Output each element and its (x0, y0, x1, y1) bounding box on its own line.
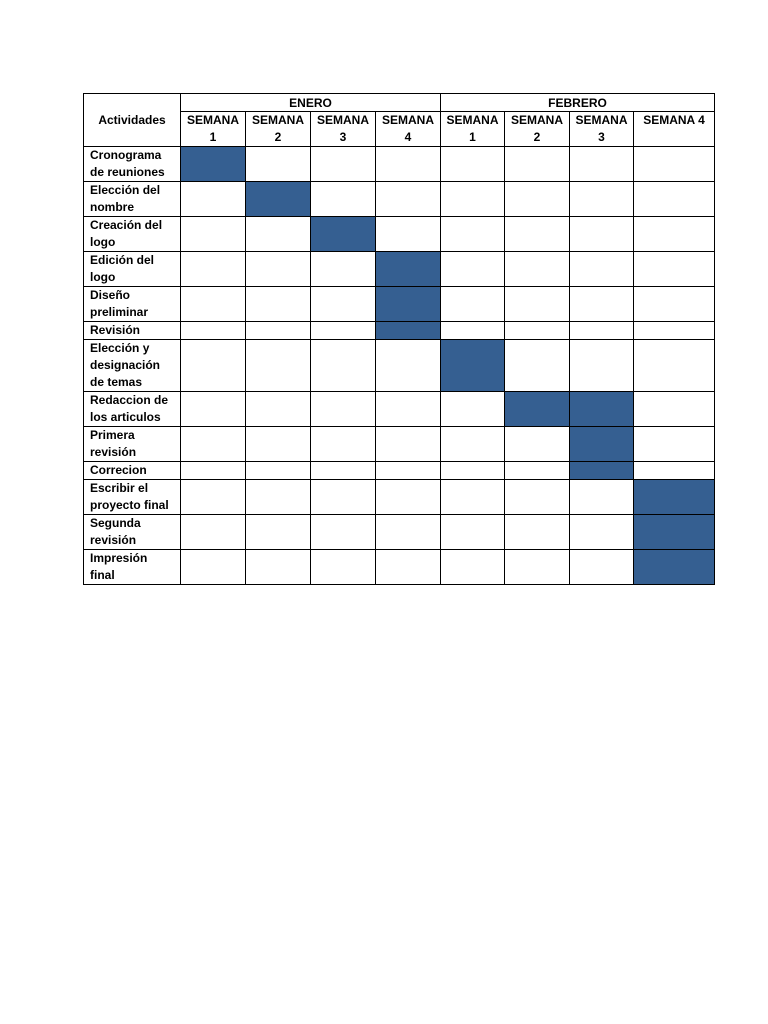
scheduled-cell (634, 550, 715, 585)
empty-cell (441, 462, 505, 480)
empty-cell (181, 340, 246, 392)
empty-cell (634, 340, 715, 392)
table-row (84, 427, 715, 462)
scheduled-cell (570, 392, 634, 427)
empty-cell (441, 322, 505, 340)
empty-cell (311, 462, 376, 480)
empty-cell (505, 462, 570, 480)
scheduled-cell (634, 480, 715, 515)
week-header-7 (570, 112, 634, 147)
empty-cell (181, 550, 246, 585)
table-row (84, 515, 715, 550)
activity-label-line: Primera (90, 428, 135, 442)
empty-cell (246, 287, 311, 322)
table-row (84, 392, 715, 427)
empty-cell (376, 550, 441, 585)
week-header-number: 1 (209, 130, 217, 144)
empty-cell (505, 182, 570, 217)
week-header-label: SEMANA (381, 113, 434, 127)
empty-cell (570, 480, 634, 515)
empty-cell (181, 217, 246, 252)
activity-label-line: designación (90, 358, 161, 372)
empty-cell (376, 427, 441, 462)
empty-cell (634, 252, 715, 287)
week-header-5 (441, 112, 505, 147)
activity-label-line: de reuniones (90, 165, 165, 179)
activity-label-line: final (90, 568, 115, 582)
activity-label-line: Impresión (90, 551, 148, 565)
empty-cell (570, 340, 634, 392)
activity-label (84, 392, 181, 427)
empty-cell (376, 340, 441, 392)
week-header-label: SEMANA (251, 113, 304, 127)
week-header-label: SEMANA (316, 113, 369, 127)
empty-cell (246, 550, 311, 585)
empty-cell (181, 322, 246, 340)
week-header-2 (246, 112, 311, 147)
week-header-label: SEMANA (186, 113, 239, 127)
empty-cell (441, 427, 505, 462)
scheduled-cell (570, 427, 634, 462)
month-header-row (84, 94, 715, 112)
week-header-label: SEMANA (510, 113, 563, 127)
week-header-6 (505, 112, 570, 147)
empty-cell (311, 252, 376, 287)
table-row (84, 252, 715, 287)
week-header-label: SEMANA (446, 113, 499, 127)
activity-label-line: proyecto final (90, 498, 169, 512)
empty-cell (181, 427, 246, 462)
empty-cell (311, 392, 376, 427)
activity-label (84, 480, 181, 515)
empty-cell (441, 217, 505, 252)
table-row (84, 322, 715, 340)
empty-cell (311, 340, 376, 392)
scheduled-cell (505, 392, 570, 427)
empty-cell (311, 147, 376, 182)
activity-label-line: logo (90, 235, 116, 249)
scheduled-cell (246, 182, 311, 217)
empty-cell (570, 550, 634, 585)
empty-cell (246, 322, 311, 340)
empty-cell (505, 480, 570, 515)
empty-cell (181, 252, 246, 287)
empty-cell (505, 427, 570, 462)
empty-cell (505, 287, 570, 322)
empty-cell (634, 427, 715, 462)
activity-label (84, 515, 181, 550)
week-header-number: 3 (339, 130, 347, 144)
empty-cell (441, 252, 505, 287)
week-header-number: 2 (533, 130, 541, 144)
activity-label (84, 427, 181, 462)
empty-cell (441, 287, 505, 322)
scheduled-cell (181, 147, 246, 182)
activity-rows (84, 147, 715, 585)
activities-header: Actividades (84, 94, 181, 147)
empty-cell (505, 550, 570, 585)
activity-label-line: Redaccion de (90, 393, 169, 407)
table-row (84, 340, 715, 392)
empty-cell (181, 515, 246, 550)
activity-label (84, 147, 181, 182)
empty-cell (311, 182, 376, 217)
table-row (84, 287, 715, 322)
empty-cell (570, 252, 634, 287)
empty-cell (376, 480, 441, 515)
month-header-febrero: FEBRERO (441, 94, 715, 112)
empty-cell (246, 340, 311, 392)
activity-label-line: los articulos (90, 410, 161, 424)
empty-cell (181, 392, 246, 427)
week-header-number: 4 (404, 130, 412, 144)
empty-cell (311, 427, 376, 462)
empty-cell (634, 182, 715, 217)
empty-cell (376, 217, 441, 252)
empty-cell (181, 462, 246, 480)
empty-cell (505, 147, 570, 182)
activity-label-line: Creación del (90, 218, 163, 232)
activity-label-line: Elección y (90, 341, 150, 355)
activity-label-line: de temas (90, 375, 143, 389)
activity-label (84, 217, 181, 252)
empty-cell (376, 515, 441, 550)
empty-cell (570, 217, 634, 252)
empty-cell (181, 182, 246, 217)
table-row (84, 480, 715, 515)
activity-label (84, 287, 181, 322)
week-header-4 (376, 112, 441, 147)
empty-cell (181, 287, 246, 322)
activity-label-line: preliminar (90, 305, 149, 319)
week-header-label: SEMANA (575, 113, 628, 127)
week-header-label: SEMANA 4 (643, 113, 705, 127)
empty-cell (246, 515, 311, 550)
empty-cell (570, 287, 634, 322)
activity-label (84, 322, 181, 340)
empty-cell (376, 147, 441, 182)
activity-label-line: logo (90, 270, 116, 284)
empty-cell (634, 392, 715, 427)
activity-label (84, 462, 181, 480)
empty-cell (634, 462, 715, 480)
empty-cell (570, 182, 634, 217)
empty-cell (441, 147, 505, 182)
empty-cell (311, 322, 376, 340)
empty-cell (570, 322, 634, 340)
activity-label-line: Escribir el (90, 481, 149, 495)
table-row (84, 550, 715, 585)
scheduled-cell (376, 322, 441, 340)
empty-cell (246, 252, 311, 287)
week-header-number: 2 (274, 130, 282, 144)
empty-cell (441, 392, 505, 427)
scheduled-cell (376, 287, 441, 322)
scheduled-cell (570, 462, 634, 480)
scheduled-cell (311, 217, 376, 252)
empty-cell (311, 515, 376, 550)
week-header-number: 1 (469, 130, 476, 144)
activity-label-line: Elección del (90, 183, 161, 197)
empty-cell (505, 340, 570, 392)
empty-cell (634, 287, 715, 322)
empty-cell (570, 515, 634, 550)
activity-label-line: nombre (90, 200, 135, 214)
empty-cell (505, 252, 570, 287)
empty-cell (376, 182, 441, 217)
empty-cell (181, 480, 246, 515)
month-header-enero: ENERO (181, 94, 441, 112)
week-header-8 (634, 112, 715, 147)
empty-cell (246, 147, 311, 182)
empty-cell (441, 550, 505, 585)
empty-cell (634, 147, 715, 182)
empty-cell (246, 427, 311, 462)
empty-cell (441, 515, 505, 550)
empty-cell (376, 462, 441, 480)
empty-cell (505, 322, 570, 340)
empty-cell (246, 480, 311, 515)
empty-cell (441, 480, 505, 515)
empty-cell (570, 147, 634, 182)
activity-label-line: revisión (90, 533, 137, 547)
activity-label-line: Cronograma (90, 148, 162, 162)
table-row (84, 462, 715, 480)
empty-cell (634, 322, 715, 340)
empty-cell (634, 217, 715, 252)
activity-label (84, 340, 181, 392)
activity-label-line: Revisión (90, 323, 141, 337)
empty-cell (311, 550, 376, 585)
week-header-1 (181, 112, 246, 147)
empty-cell (505, 515, 570, 550)
activity-label (84, 182, 181, 217)
week-header-number: 3 (598, 130, 605, 144)
activity-label (84, 252, 181, 287)
empty-cell (376, 392, 441, 427)
empty-cell (311, 480, 376, 515)
scheduled-cell (441, 340, 505, 392)
empty-cell (246, 392, 311, 427)
activity-label-line: Edición del (90, 253, 155, 267)
week-header-3 (311, 112, 376, 147)
gantt-schedule-table (83, 93, 715, 585)
scheduled-cell (634, 515, 715, 550)
empty-cell (246, 217, 311, 252)
empty-cell (441, 182, 505, 217)
table-row (84, 182, 715, 217)
empty-cell (246, 462, 311, 480)
table-row (84, 147, 715, 182)
activity-label-line: revisión (90, 445, 137, 459)
activity-label-line: Correcion (90, 463, 147, 477)
scheduled-cell (376, 252, 441, 287)
activity-label-line: Segunda (90, 516, 141, 530)
empty-cell (505, 217, 570, 252)
activity-label (84, 550, 181, 585)
table-row (84, 217, 715, 252)
empty-cell (311, 287, 376, 322)
activity-label-line: Diseño (90, 288, 131, 302)
